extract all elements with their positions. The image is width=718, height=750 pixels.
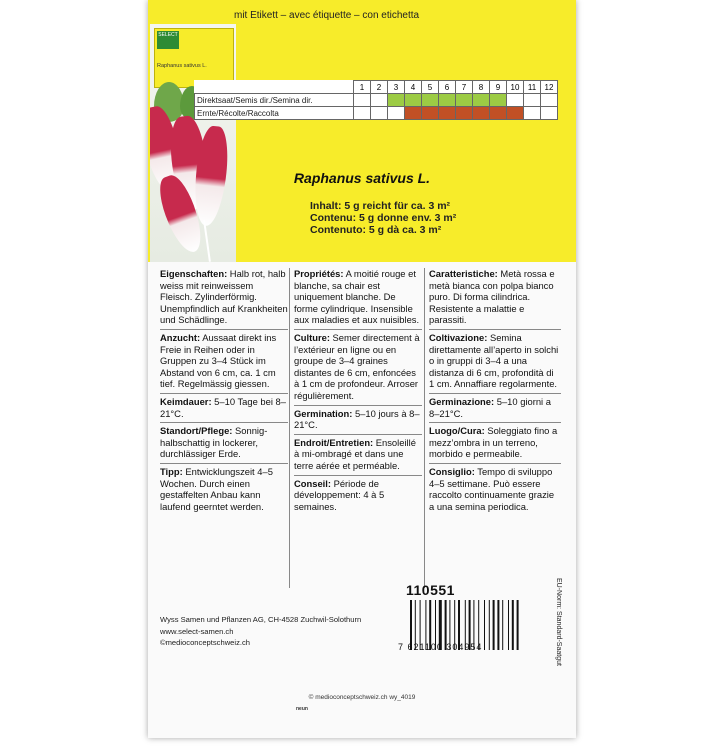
product-image	[150, 24, 236, 262]
month-label: 7	[456, 81, 473, 94]
mini-packet-name: Raphanus sativus L.	[157, 63, 207, 69]
footer-credit: © medioconceptschweiz.ch wy_4019	[308, 694, 416, 701]
month-label: 8	[473, 81, 490, 94]
sow-bar-cell	[439, 94, 456, 107]
sow-bar-cell	[388, 94, 405, 107]
it-location: Luogo/Cura: Soleggiato fino a mezz’ombra in un terreno, morbido e permeabile.	[429, 425, 561, 464]
label-note: mit Etikett – avec étiquette – con etichetta	[234, 10, 420, 21]
month-label: 10	[507, 81, 524, 94]
de-location: Standort/Pflege: Sonnig-halbschattig in lockerer, durchlässiger Erde.	[160, 425, 288, 464]
harvest-bar-cell	[507, 107, 524, 120]
footer-brand: neun	[296, 706, 308, 712]
it-germination: Germinazione: 5–10 giorni a 8–21°C.	[429, 396, 561, 423]
harvest-bar-cell	[439, 107, 456, 120]
species-name: Raphanus sativus L.	[293, 170, 431, 186]
contents-de: Inhalt: 5 g reicht für ca. 3 m²	[310, 200, 451, 212]
column-italian	[429, 268, 561, 517]
fr-culture: Culture: Semer directement à l’extérieur en ligne ou en groupe de 3–4 graines distantes de 6 cm, enfoncées à 1 cm de profondeur. Arroser régulièrement.	[294, 332, 422, 406]
de-cultivation: Anzucht: Aussaat direkt ins Freie in Reihen oder in Gruppen zu 3–4 Stück im Abstand von 6 cm, ca. 1 cm tief. Regelmässig giessen.	[160, 332, 288, 394]
harvest-bar-cell	[405, 107, 422, 120]
month-label: 9	[490, 81, 507, 94]
address-line: ©medioconceptschweiz.ch	[160, 638, 251, 647]
seed-packet-back	[148, 0, 576, 738]
fr-tip: Conseil: Période de développement: 4 à 5 semaines.	[294, 477, 385, 512]
month-label: 1	[354, 81, 371, 94]
month-label: 4	[405, 81, 422, 94]
month-label: 5	[422, 81, 439, 94]
mini-packet-image	[154, 28, 234, 88]
brand-logo: SELECT	[157, 31, 179, 49]
company-address	[160, 614, 361, 649]
harvest-row-label: Ernte/Récolte/Raccolta	[195, 107, 354, 120]
harvest-bar-cell	[490, 107, 507, 120]
column-french	[294, 268, 422, 517]
it-properties: Caratteristiche: Metà rossa e metà bianca con polpa bianco puro. Di forma cilindrica. Resistente a malattie e parassiti.	[429, 268, 561, 330]
sow-bar-cell	[456, 94, 473, 107]
fr-location: Endroit/Entretien: Ensoleillé à mi-ombragé et dans une terre aérée et perméable.	[294, 437, 422, 476]
contents-it: Contenuto: 5 g dà ca. 3 m²	[310, 224, 442, 236]
barcode-number: 7 621100 304954	[398, 642, 483, 652]
it-tip: Consiglio: Tempo di sviluppo 4–5 settimane. Può essere raccolto continuamente grazie a una semina periodica.	[429, 465, 555, 512]
address-line: Wyss Samen und Pflanzen AG, CH-4528 Zuchwil-Solothurn	[160, 615, 362, 624]
month-label: 12	[541, 81, 558, 94]
sow-bar-cell	[422, 94, 439, 107]
fr-germination: Germination: 5–10 jours à 8–21°C.	[294, 408, 422, 435]
fr-properties: Propriétés: A moitié rouge et blanche, sa chair est uniquement blanche. De forme cylindrique. Insensible aux maladies et aux nuisibles.	[294, 268, 422, 330]
sow-row-label: Direktsaat/Semis dir./Semina dir.	[195, 94, 354, 107]
address-line: www.select-samen.ch	[160, 626, 234, 636]
eu-norm-label: EU-Norm: Standard-Saatgut	[555, 578, 562, 666]
column-german	[160, 268, 288, 517]
contents-fr: Contenu: 5 g donne env. 3 m²	[310, 212, 457, 224]
month-label: 11	[524, 81, 541, 94]
it-cultivation: Coltivazione: Semina direttamente all’aperto in solchi o in gruppi di 3–4 a una distanza di 6 cm, profondità di 1 cm. Annaffiare regolarmente.	[429, 332, 561, 394]
de-germination: Keimdauer: 5–10 Tage bei 8–21°C.	[160, 396, 288, 423]
harvest-bar-cell	[422, 107, 439, 120]
sow-row	[195, 94, 558, 107]
contents-block	[310, 200, 456, 236]
harvest-bar-cell	[473, 107, 490, 120]
de-properties: Eigenschaften: Halb rot, halb weiss mit reinweissem Fleisch. Zylinderförmig. Unempfindlich auf Krankheiten und Schädlinge.	[160, 268, 288, 330]
sow-bar-cell	[405, 94, 422, 107]
sow-bar-cell	[490, 94, 507, 107]
month-label: 3	[388, 81, 405, 94]
month-label: 2	[371, 81, 388, 94]
month-label: 6	[439, 81, 456, 94]
article-number: 110551	[406, 582, 455, 598]
sowing-calendar	[194, 80, 562, 120]
sow-bar-cell	[473, 94, 490, 107]
yellow-header-area	[148, 0, 576, 262]
harvest-row	[195, 107, 558, 120]
harvest-bar-cell	[456, 107, 473, 120]
de-tip: Tipp: Entwicklungszeit 4–5 Wochen. Durch einen gestaffelten Anbau kann laufend geerntet werden.	[160, 465, 273, 512]
